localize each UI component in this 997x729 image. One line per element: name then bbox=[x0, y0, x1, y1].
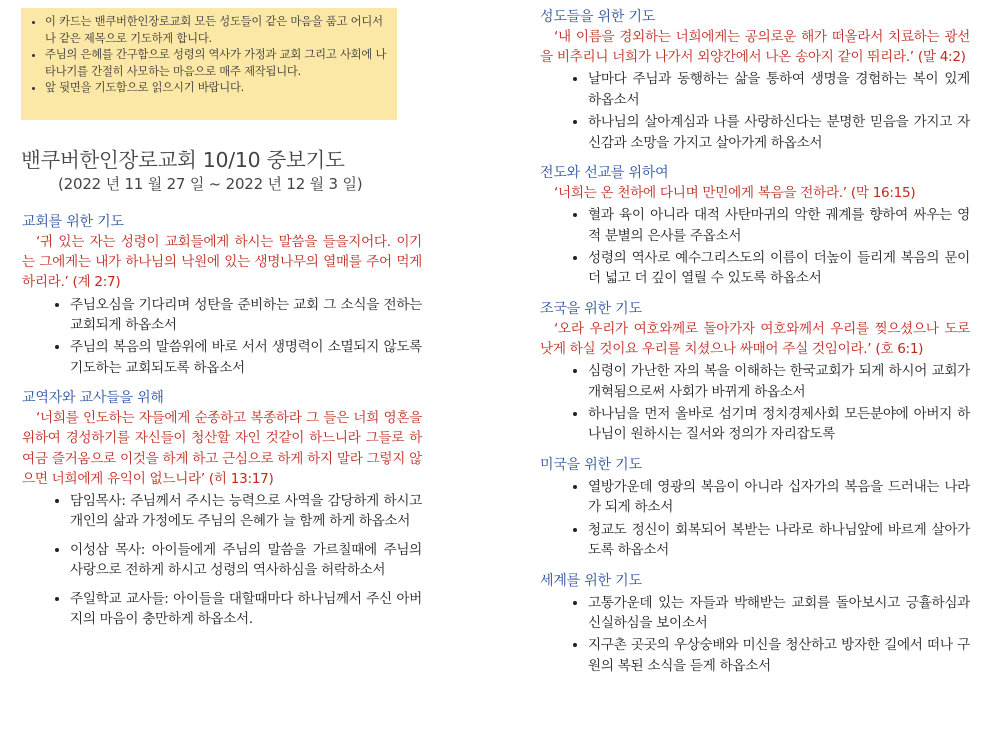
page-title: 밴쿠버한인장로교회 10/10 중보기도 bbox=[21, 148, 345, 172]
notice-box bbox=[21, 8, 397, 120]
section-ministers bbox=[22, 388, 422, 629]
section-title: 전도와 선교를 위하여 bbox=[540, 165, 669, 182]
section-saints bbox=[540, 7, 970, 153]
prayer-item: • 이성삼 목사: 아이들에게 주님의 말씀을 가르칠때에 주님의 사랑으로 전하게 하시고 성령의 역사하심을 허락하소서 bbox=[70, 540, 422, 581]
prayer-item: • 날마다 주님과 동행하는 삶을 통하여 생명을 경험하는 복이 있게 하옵소서 bbox=[588, 69, 970, 110]
prayer-item: • 담임목사: 주님께서 주시는 능력으로 사역을 감당하게 하시고 개인의 삶과 가정에도 주님의 은혜가 늘 함께 하게 하옵소서 bbox=[70, 491, 422, 532]
prayer-item: • 혈과 육이 아니라 대적 사탄마귀의 악한 궤계를 향하여 싸우는 영적 분별의 은사를 주옵소서 bbox=[588, 205, 970, 246]
prayer-item: • 성령의 역사로 예수그리스도의 이름이 더높이 들리게 복음의 문이 더 넓고 더 깊이 열릴 수 있도록 하옵소서 bbox=[588, 248, 970, 289]
section-world bbox=[540, 571, 970, 677]
section-usa bbox=[540, 455, 970, 561]
right-column bbox=[540, 7, 970, 686]
prayer-item: • 하나님을 먼저 올바로 섬기며 정치경제사회 모든분야에 아버지 하나님이 원하시는 질서와 정의가 자리잡도록 bbox=[588, 404, 970, 445]
section-mission bbox=[540, 163, 970, 289]
notice-item: • 이 카드는 밴쿠버한인장로교회 모든 성도들이 같은 마음을 품고 어디서나 같은 제목으로 기도하게 합니다. bbox=[45, 14, 389, 47]
prayer-item: • 주님의 복음의 말씀위에 바로 서서 생명력이 소멸되지 않도록 기도하는 교회되도록 하옵소서 bbox=[70, 337, 422, 378]
prayer-list bbox=[540, 477, 970, 561]
left-column bbox=[22, 212, 422, 639]
section-title: 교역자와 교사들을 위해 bbox=[22, 390, 164, 407]
date-range: (2022 년 11 월 27 일 ~ 2022 년 12 월 3 일) bbox=[58, 175, 363, 193]
prayer-list bbox=[540, 69, 970, 153]
section-verse: ‘오라 우리가 여호와께로 돌아가자 여호와께서 우리를 찢으셨으나 도로 낫게 하실 것이요 우리를 치셨으나 싸매어 주실 것임이라.’ (호 6:1) bbox=[540, 320, 970, 358]
prayer-item: • 고통가운데 있는 자들과 박해받는 교회를 돌아보시고 긍휼하심과 신실하심을 보이소서 bbox=[588, 593, 970, 634]
section-title: 성도들을 위한 기도 bbox=[540, 9, 656, 25]
prayer-item: • 하나님의 살아계심과 나를 사랑하신다는 분명한 믿음을 가지고 자신감과 소망을 가지고 살아가게 하옵소서 bbox=[588, 112, 970, 153]
prayer-item: • 지구촌 곳곳의 우상숭배와 미신을 청산하고 방자한 길에서 떠나 구원의 복된 소식을 듣게 하옵소서 bbox=[588, 635, 970, 676]
prayer-list bbox=[540, 205, 970, 289]
section-homeland bbox=[540, 299, 970, 445]
prayer-item: • 청교도 정신이 회복되어 복받는 나라로 하나님앞에 바르게 살아가도록 하옵소서 bbox=[588, 520, 970, 561]
section-title: 조국을 위한 기도 bbox=[540, 300, 642, 317]
section-title: 교회를 위한 기도 bbox=[22, 214, 124, 230]
section-title: 미국을 위한 기도 bbox=[540, 456, 642, 473]
section-verse: ‘너희를 인도하는 자들에게 순종하고 복종하라 그 들은 너희 영혼을 위하여 경성하기를 자신들이 청산할 자인 것같이 하느니라 그들로 하여금 즐거움으로 이것을 하게 하고 근심으로 하게 하지 말라 그렇지 않으면 너희에게 유익이 없느니라’ (히 13:17) bbox=[22, 410, 422, 487]
section-verse: ‘너희는 온 천하에 다니며 만민에게 복음을 전하라.’ (막 16:15) bbox=[554, 185, 916, 202]
section-verse: ‘귀 있는 자는 성령이 교회들에게 하시는 말씀을 들을지어다. 이기는 그에게는 내가 하나님의 낙원에 있는 생명나무의 열매를 주어 먹게 하리라.’ (계 2:7) bbox=[22, 234, 422, 291]
prayer-item: • 열방가운데 영광의 복음이 아니라 십자가의 복음을 드러내는 나라가 되게 하소서 bbox=[588, 477, 970, 518]
prayer-item: • 심령이 가난한 자의 복을 이해하는 한국교회가 되게 하시어 교회가 개혁됨으로써 사회가 바뀌게 하옵소서 bbox=[588, 361, 970, 402]
section-verse: ‘내 이름을 경외하는 너희에게는 공의로운 해가 떠올라서 치료하는 광선을 비추리니 너희가 나가서 외양간에서 나온 송아지 같이 뛰리라.’ (말 4:2) bbox=[540, 29, 970, 66]
prayer-list bbox=[540, 593, 970, 677]
prayer-list bbox=[540, 361, 970, 445]
prayer-list bbox=[22, 491, 422, 629]
prayer-item: • 주일학교 교사들: 아이들을 대할때마다 하나님께서 주신 아버지의 마음이 충만하게 하옵소서. bbox=[70, 589, 422, 630]
section-church bbox=[22, 212, 422, 378]
prayer-item: • 주님오심을 기다리며 성탄을 준비하는 교회 그 소식을 전하는 교회되게 하옵소서 bbox=[70, 295, 422, 336]
notice-item: • 앞 뒷면을 기도함으로 읽으시기 바랍니다. bbox=[45, 80, 389, 97]
notice-item: • 주님의 은혜를 간구함으로 성령의 역사가 가정과 교회 그리고 사회에 나타나기를 간절히 사모하는 마음으로 매주 제작됩니다. bbox=[45, 47, 389, 80]
notice-list bbox=[29, 14, 389, 97]
section-title: 세계를 위한 기도 bbox=[540, 572, 642, 589]
prayer-list bbox=[22, 295, 422, 379]
